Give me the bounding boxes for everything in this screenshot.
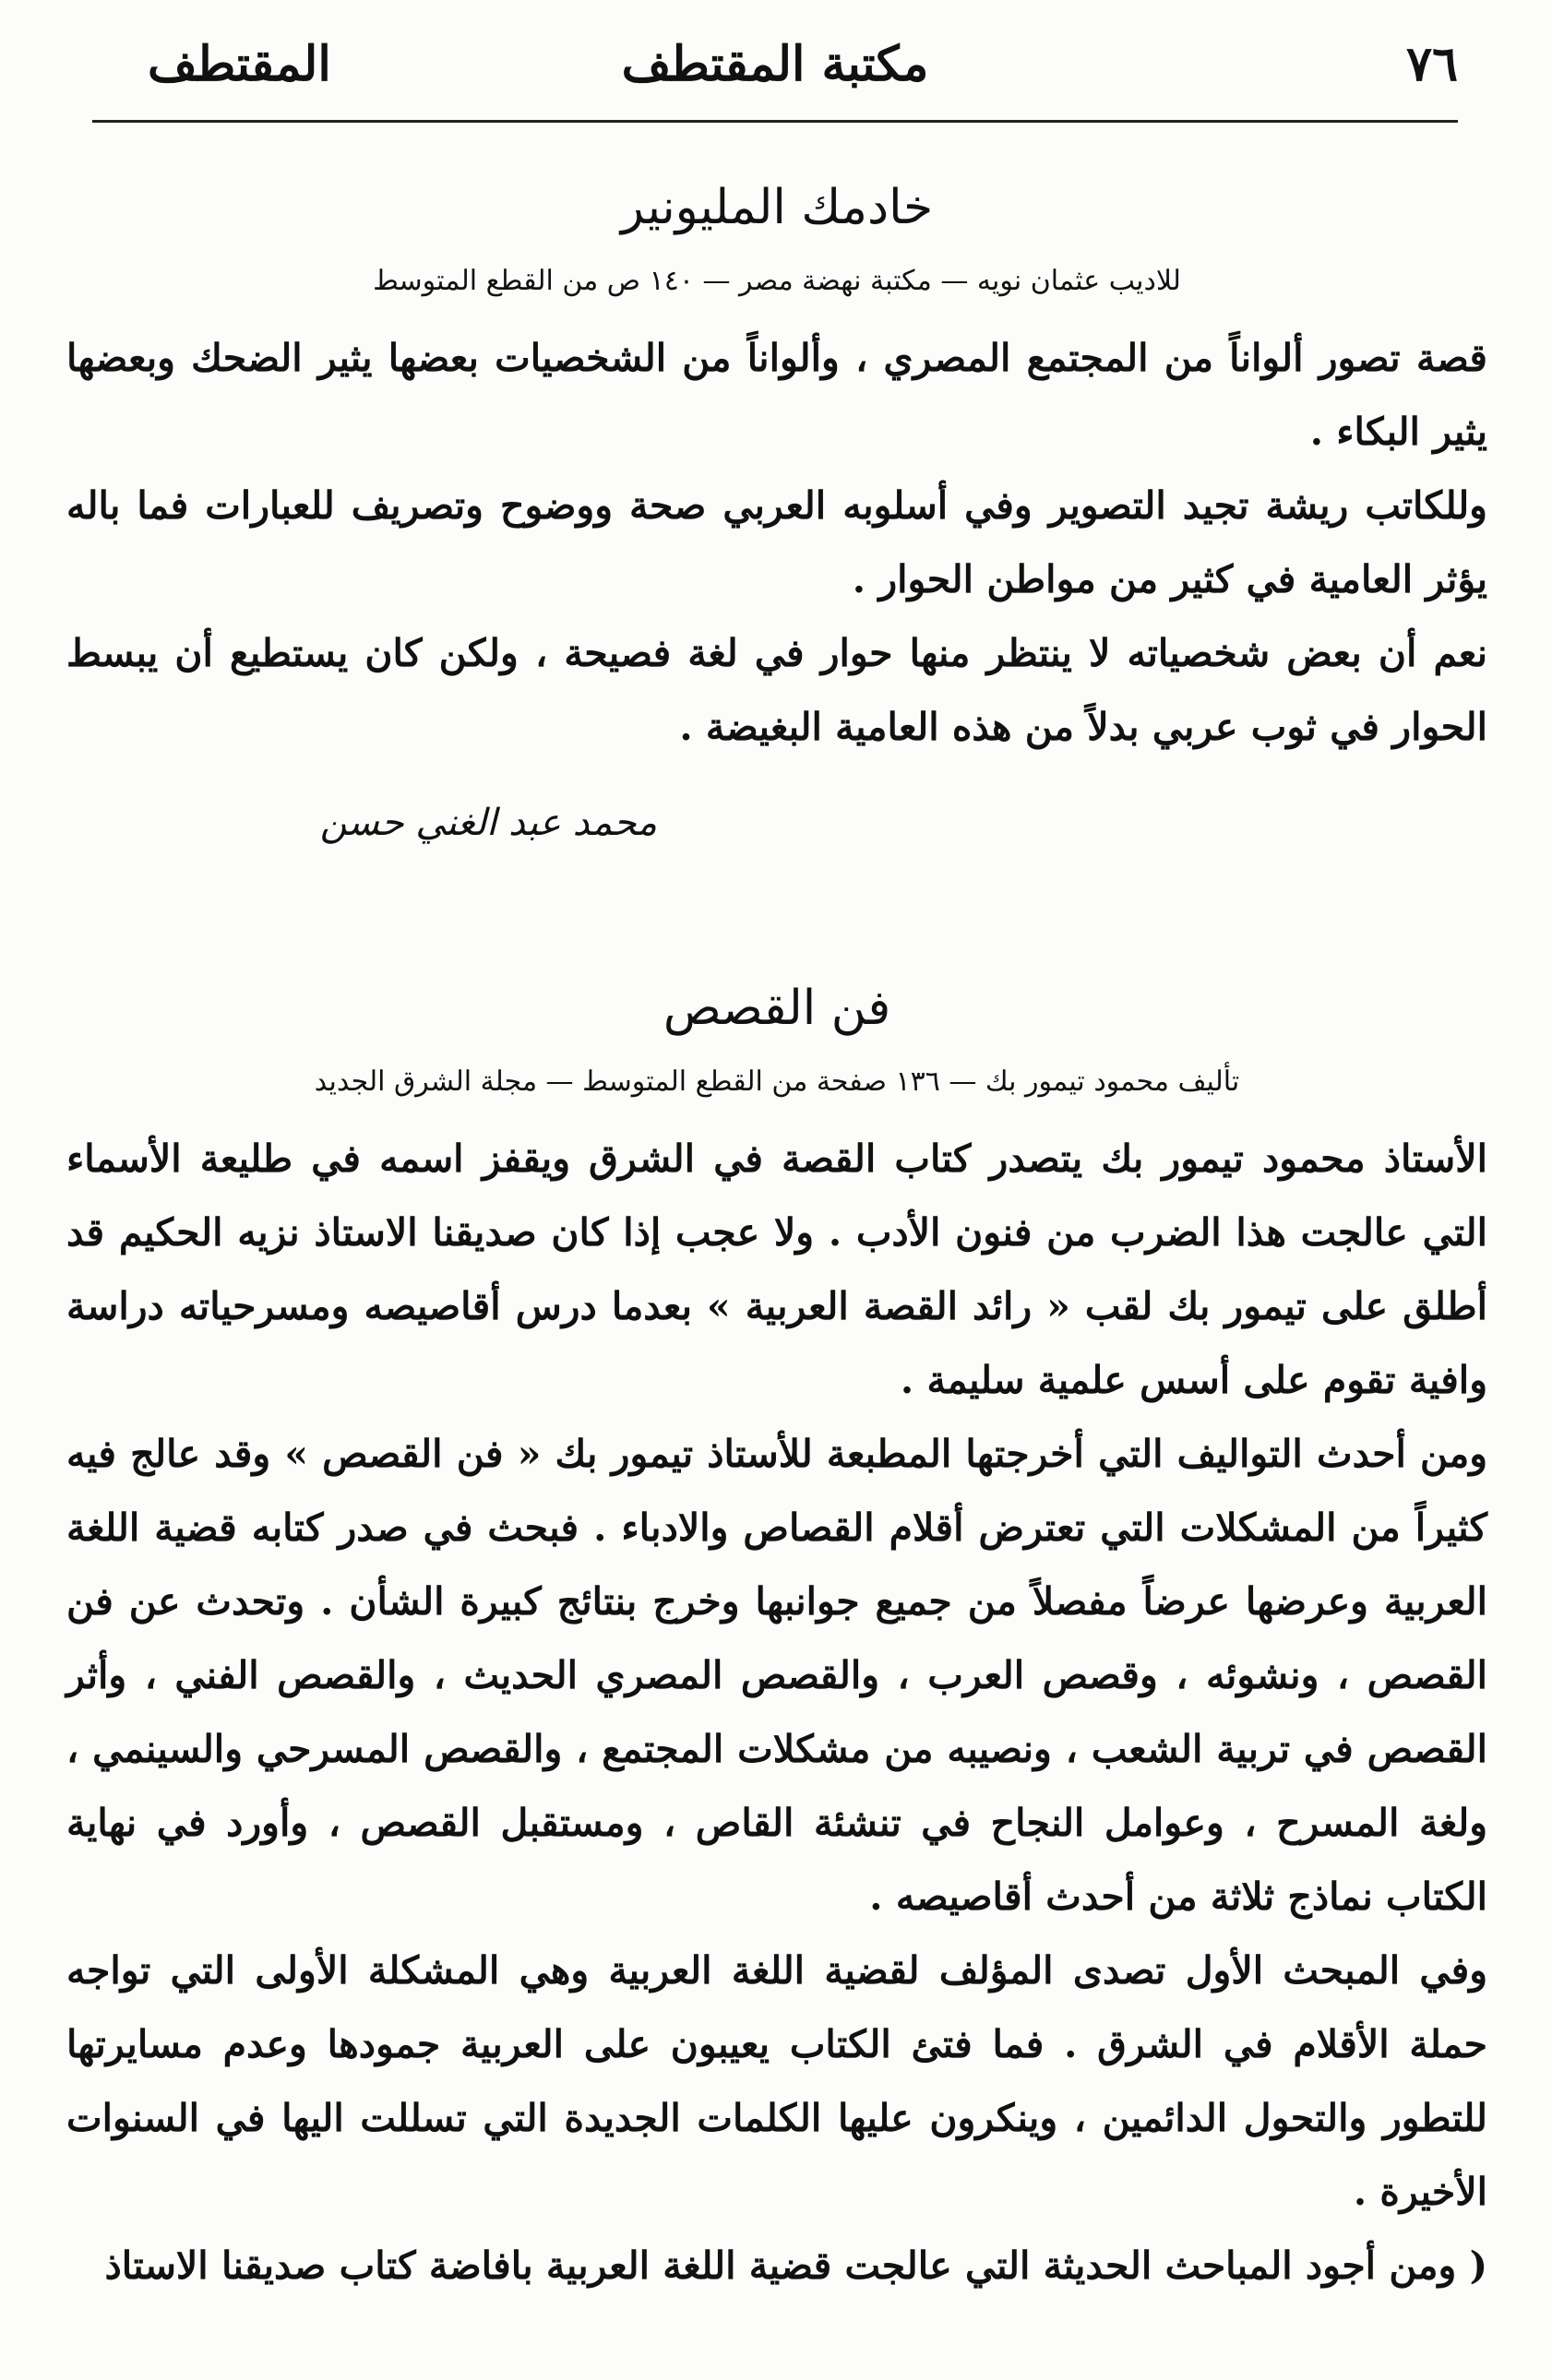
book-title: خادمك المليونير <box>620 180 934 235</box>
running-header <box>92 28 1458 120</box>
header-rule <box>92 120 1458 123</box>
journal-name: المقتطف <box>148 36 331 92</box>
paragraph: وفي المبحث الأول تصدى المؤلف لقضية اللغة العربية وهي المشكلة الأولى التي تواجه حملة الأقلام في الشرق . فما فتئ الكتاب يعيبون على العربية جمودها وعدم مسايرتها للتطور والتحول الدائمين ، وينكرون عليها الكلمات الجديدة التي تسللت اليها في السنوات الأخيرة . <box>66 1948 1487 2215</box>
paragraph: نعم أن بعض شخصياته لا ينتظر منها حوار في لغة فصيحة ، ولكن كان يستطيع أن يبسط الحوار في ثوب عربي بدلاً من هذه العامية البغيضة . <box>66 631 1487 750</box>
book-meta: للاديب عثمان نويه — مكتبة نهضة مصر — ١٤٠ ص من القطع المتوسط <box>373 265 1181 298</box>
paragraph: قصة تصور ألواناً من المجتمع المصري ، وألواناً من الشخصيات بعضها يثير الضحك وبعضها يثير البكاء . <box>66 336 1487 455</box>
paragraph: الأستاذ محمود تيمور بك يتصدر كتاب القصة في الشرق ويقفز اسمه في طليعة الأسماء التي عالجت هذا الضرب من فنون الأدب . ولا عجب إذا كان صديقنا الاستاذ نزيه الحكيم قد أطلق على تيمور بك لقب « رائد القصة العربية » بعدما درس أقاصيصه ومسرحياته دراسة وافية تقوم على أسس علمية سليمة . <box>66 1136 1487 1403</box>
paragraph: ( ومن أجود المباحث الحديثة التي عالجت قضية اللغة العربية بافاضة كتاب صديقنا الاستاذ <box>104 2243 1487 2289</box>
paragraph: وللكاتب ريشة تجيد التصوير وفي أسلوبه العربي صحة ووضوح وتصريف للعبارات فما باله يؤثر العامية في كثير من مواطن الحوار . <box>66 483 1487 602</box>
book-title: فن القصص <box>663 981 891 1036</box>
book-meta: تأليف محمود تيمور بك — ١٣٦ صفحة من القطع المتوسط — مجلة الشرق الجديد <box>314 1065 1240 1099</box>
page-number: ٧٦ <box>1406 36 1458 92</box>
reviewer-signature: محمد عبد الغني حسن <box>319 802 657 845</box>
review-fann-al-qasas <box>66 976 1487 2303</box>
section-title: مكتبة المقتطف <box>621 36 929 92</box>
paragraph: ومن أحدث التواليف التي أخرجتها المطبعة للأستاذ تيمور بك « فن القصص » وقد عالج فيه كثيراً من المشكلات التي تعترض أقلام القصاص والادباء . فبحث في صدر كتابه قضية اللغة العربية وعرضها عرضاً مفصلاً من جميع جوانبها وخرج بنتائج كبيرة الشأن . وتحدث عن فن القصص ، ونشوئه ، وقصص العرب ، والقصص المصري الحديث ، والقصص الفني ، وأثر القصص في تربية الشعب ، ونصيبه من مشكلات المجتمع ، والقصص المسرحي والسينمي ، ولغة المسرح ، وعوامل النجاح في تنشئة القاص ، ومستقبل القصص ، وأورد في نهاية الكتاب نماذج ثلاثة من أحدث أقاصيصه . <box>66 1432 1487 1920</box>
review-khadimak-al-milyuner <box>66 175 1487 849</box>
